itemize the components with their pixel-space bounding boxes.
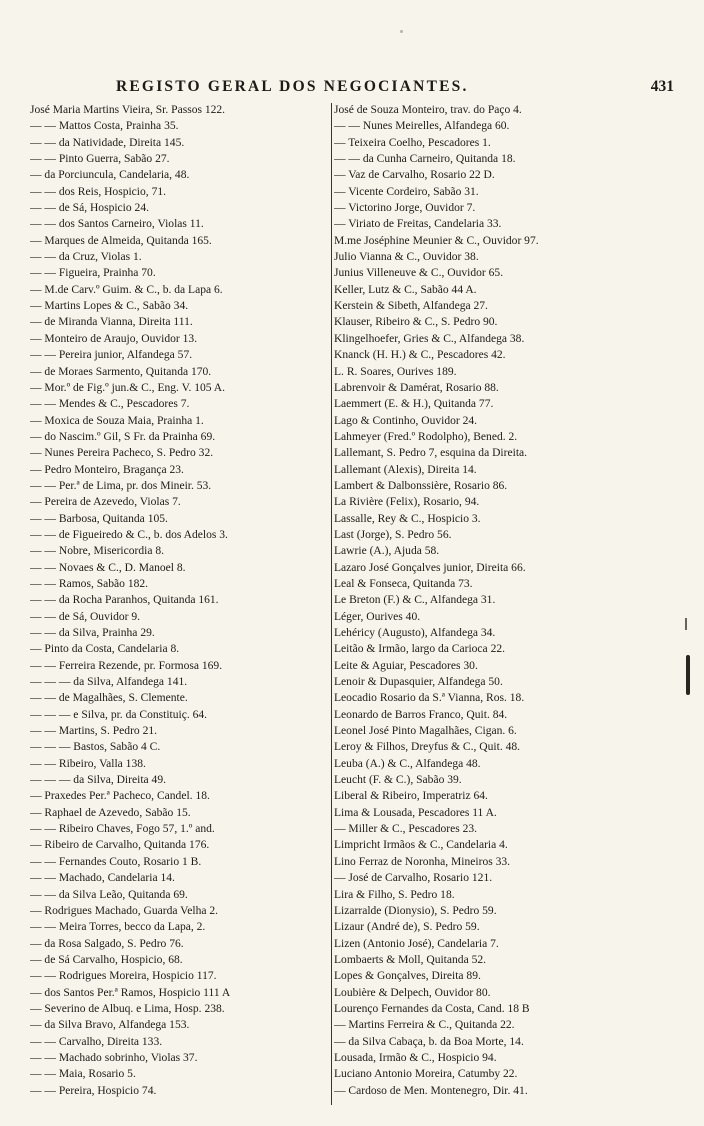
directory-entry: — Pereira de Azevedo, Violas 7. — [30, 496, 181, 509]
page-number: 431 — [650, 78, 674, 95]
directory-entry: — — Martins, S. Pedro 21. — [30, 725, 158, 738]
directory-entry: Lallemant (Alexis), Direita 14. — [334, 463, 477, 476]
directory-entry: Laemmert (E. & H.), Quitanda 77. — [334, 398, 494, 411]
directory-entry: — dos Santos Per.ª Ramos, Hospicio 111 A — [30, 986, 231, 999]
directory-entry: — — Machado sobrinho, Violas 37. — [30, 1051, 198, 1064]
directory-entry: — Praxedes Per.ª Pacheco, Candel. 18. — [30, 790, 210, 803]
page-header — [30, 78, 674, 100]
directory-entry: — — Fernandes Couto, Rosario 1 B. — [30, 855, 202, 868]
directory-entry: — — da Cunha Carneiro, Quitanda 18. — [334, 153, 516, 166]
directory-entry: Leal & Fonseca, Quitanda 73. — [334, 577, 473, 590]
directory-entry: — — de Sá, Hospicio 24. — [30, 202, 149, 215]
directory-entry: Léger, Ourives 40. — [334, 610, 421, 623]
directory-entry: — — de Figueiredo & C., b. dos Adelos 3. — [30, 528, 228, 541]
margin-mark — [685, 618, 687, 630]
directory-entry: — Raphael de Azevedo, Sabão 15. — [30, 806, 191, 819]
directory-entry: Limpricht Irmãos & C., Candelaria 4. — [334, 839, 508, 852]
directory-entry: — — Ramos, Sabão 182. — [30, 577, 149, 590]
directory-entry: Lira & Filho, S. Pedro 18. — [334, 888, 455, 901]
directory-entry: Lourenço Fernandes da Costa, Cand. 18 B — [334, 1002, 530, 1015]
directory-entry: — — — e Silva, pr. da Constituiç. 64. — [30, 708, 208, 721]
directory-entry: Lazaro José Gonçalves junior, Direita 66. — [334, 561, 526, 574]
directory-entry: — Severino de Albuq. e Lima, Hosp. 238. — [30, 1002, 225, 1015]
directory-entry: Leonardo de Barros Franco, Quit. 84. — [334, 708, 508, 721]
directory-entry: La Rivière (Felix), Rosario, 94. — [334, 496, 480, 509]
directory-entry: — Rodrigues Machado, Guarda Velha 2. — [30, 904, 219, 917]
directory-entry: — — Barbosa, Quitanda 105. — [30, 512, 168, 525]
directory-entry: Lassalle, Rey & C., Hospicio 3. — [334, 512, 481, 525]
directory-entry: — Martins Ferreira & C., Quitanda 22. — [334, 1019, 515, 1032]
directory-entry: Lino Ferraz de Noronha, Mineiros 33. — [334, 855, 511, 868]
directory-entry: — Monteiro de Araujo, Ouvidor 13. — [30, 332, 198, 345]
directory-entry: — Ribeiro de Carvalho, Quitanda 176. — [30, 839, 210, 852]
directory-entry: — de Moraes Sarmento, Quitanda 170. — [30, 365, 212, 378]
directory-entry: Lallemant, S. Pedro 7, esquina da Direita. — [334, 447, 528, 460]
directory-entry: — Pedro Monteiro, Bragança 23. — [30, 463, 184, 476]
directory-entry: Last (Jorge), S. Pedro 56. — [334, 528, 452, 541]
directory-entry: — Marques de Almeida, Quitanda 165. — [30, 234, 212, 247]
directory-entry: Le Breton (F.) & C., Alfandega 31. — [334, 594, 496, 607]
directory-entry: — Miller & C., Pescadores 23. — [334, 823, 478, 836]
directory-entry: Luciano Antonio Moreira, Catumby 22. — [334, 1068, 518, 1081]
directory-entry: — — Maia, Rosario 5. — [30, 1068, 136, 1081]
directory-entry: — Moxica de Souza Maia, Prainha 1. — [30, 414, 204, 427]
directory-entry: Leonel José Pinto Magalhães, Cigan. 6. — [334, 725, 517, 738]
directory-entry: — — Pinto Guerra, Sabão 27. — [30, 153, 170, 166]
directory-entry: — — da Rocha Paranhos, Quitanda 161. — [30, 594, 219, 607]
directory-entry: — Cardoso de Men. Montenegro, Dir. 41. — [334, 1084, 528, 1097]
directory-entry: Lenoir & Dupasquier, Alfandega 50. — [334, 676, 503, 689]
column-divider — [331, 103, 332, 1105]
directory-entry: L. R. Soares, Ourives 189. — [334, 365, 457, 378]
directory-entry: — — Novaes & C., D. Manoel 8. — [30, 561, 186, 574]
running-title: REGISTO GERAL DOS NEGOCIANTES. — [116, 78, 469, 95]
directory-entry: Julio Vianna & C., Ouvidor 38. — [334, 251, 479, 264]
directory-entry: — — Mattos Costa, Prainha 35. — [30, 120, 179, 133]
directory-entry: — — — da Silva, Alfandega 141. — [30, 676, 188, 689]
directory-entry: — Pinto da Costa, Candelaria 8. — [30, 643, 180, 656]
directory-entry: Leroy & Filhos, Dreyfus & C., Quit. 48. — [334, 741, 521, 754]
directory-entry: — de Sá Carvalho, Hospicio, 68. — [30, 953, 183, 966]
directory-entry: Knanck (H. H.) & C., Pescadores 42. — [334, 349, 506, 362]
directory-entry: — da Silva Bravo, Alfandega 153. — [30, 1019, 190, 1032]
directory-entry: — Mor.º de Fig.º jun.& C., Eng. V. 105 A. — [30, 381, 226, 394]
directory-entry: — — Mendes & C., Pescadores 7. — [30, 398, 190, 411]
directory-entry: Junius Villeneuve & C., Ouvidor 65. — [334, 267, 504, 280]
directory-entry: — — Ferreira Rezende, pr. Formosa 169. — [30, 659, 223, 672]
directory-entry: — — Per.ª de Lima, pr. dos Mineir. 53. — [30, 479, 212, 492]
directory-entry: Klauser, Ribeiro & C., S. Pedro 90. — [334, 316, 498, 329]
directory-entry: — Nunes Pereira Pacheco, S. Pedro 32. — [30, 447, 214, 460]
directory-entry: Leitão & Irmão, largo da Carioca 22. — [334, 643, 506, 656]
directory-entry: Lombaerts & Moll, Quitanda 52. — [334, 953, 487, 966]
directory-entry: — Viriato de Freitas, Candelaria 33. — [334, 218, 502, 231]
directory-entry: — Vaz de Carvalho, Rosario 22 D. — [334, 169, 495, 182]
directory-entry: — — dos Santos Carneiro, Violas 11. — [30, 218, 204, 231]
directory-entry: — M.de Carv.º Guim. & C., b. da Lapa 6. — [30, 283, 223, 296]
directory-entry: Lizarralde (Dionysio), S. Pedro 59. — [334, 904, 497, 917]
directory-entry: — de Miranda Vianna, Direita 111. — [30, 316, 193, 329]
directory-entry: — da Silva Cabaça, b. da Boa Morte, 14. — [334, 1035, 524, 1048]
directory-entry: — da Rosa Salgado, S. Pedro 76. — [30, 937, 184, 950]
directory-entry: — — — da Silva, Direita 49. — [30, 774, 166, 787]
directory-entry: — — Meira Torres, becco da Lapa, 2. — [30, 921, 206, 934]
directory-entry: Liberal & Ribeiro, Imperatriz 64. — [334, 790, 488, 803]
directory-entry: — — da Silva, Prainha 29. — [30, 627, 155, 639]
directory-entry: Kerstein & Sibeth, Alfandega 27. — [334, 300, 488, 313]
left-column — [30, 102, 328, 1102]
directory-entry: — — de Sá, Ouvidor 9. — [30, 610, 141, 623]
directory-entry: — Teixeira Coelho, Pescadores 1. — [334, 136, 491, 149]
directory-entry: — — — Bastos, Sabão 4 C. — [30, 741, 161, 754]
directory-entry: Lago & Continho, Ouvidor 24. — [334, 414, 478, 427]
directory-entry: Leuba (A.) & C., Alfandega 48. — [334, 757, 481, 770]
directory-entry: — — da Natividade, Direita 145. — [30, 136, 185, 149]
directory-entry: — — de Magalhães, S. Clemente. — [30, 692, 188, 705]
directory-entry: Lousada, Irmão & C., Hospicio 94. — [334, 1051, 497, 1064]
directory-entry: — — Figueira, Prainha 70. — [30, 267, 156, 280]
directory-entry: Klingelhoefer, Gries & C., Alfandega 38. — [334, 332, 525, 345]
directory-entry: — — Nobre, Misericordia 8. — [30, 545, 165, 558]
ink-speck — [400, 30, 403, 33]
directory-entry: — — da Silva Leão, Quitanda 69. — [30, 888, 188, 901]
directory-entry: — do Nascim.º Gil, S Fr. da Prainha 69. — [30, 430, 216, 443]
directory-entry: — Vicente Cordeiro, Sabão 31. — [334, 185, 479, 198]
directory-entry: — Victorino Jorge, Ouvidor 7. — [334, 202, 476, 215]
directory-entry: — da Porciuncula, Candelaria, 48. — [30, 169, 190, 182]
directory-entry: — — Machado, Candelaria 14. — [30, 872, 175, 885]
directory-entry: Leucht (F. & C.), Sabão 39. — [334, 774, 462, 787]
directory-entry: Lambert & Dalbonssière, Rosario 86. — [334, 479, 508, 492]
directory-entry: — — Ribeiro, Valla 138. — [30, 757, 146, 770]
directory-entry: — — Carvalho, Direita 133. — [30, 1035, 163, 1048]
directory-entry: José Maria Martins Vieira, Sr. Passos 122. — [30, 104, 226, 116]
directory-entry: Lizen (Antonio José), Candelaria 7. — [334, 937, 499, 950]
directory-entry: Lawrie (A.), Ajuda 58. — [334, 545, 440, 558]
directory-entry: José de Souza Monteiro, trav. do Paço 4. — [334, 104, 522, 116]
directory-entry: Lima & Lousada, Pescadores 11 A. — [334, 806, 497, 819]
directory-entry: — Martins Lopes & C., Sabão 34. — [30, 300, 189, 313]
directory-entry: — — Pereira, Hospicio 74. — [30, 1084, 157, 1097]
directory-entry: Lahmeyer (Fred.º Rodolpho), Bened. 2. — [334, 430, 518, 443]
directory-entry: Keller, Lutz & C., Sabão 44 A. — [334, 283, 477, 296]
directory-entry: Lizaur (André de), S. Pedro 59. — [334, 921, 480, 934]
directory-entry: — — Ribeiro Chaves, Fogo 57, 1.º and. — [30, 823, 215, 836]
directory-entry: — — Nunes Meirelles, Alfandega 60. — [334, 120, 510, 133]
directory-entry: Lehéricy (Augusto), Alfandega 34. — [334, 627, 496, 639]
directory-entry: M.me Joséphine Meunier & C., Ouvidor 97. — [334, 234, 539, 247]
directory-entry: — — da Cruz, Violas 1. — [30, 251, 142, 264]
directory-entry: Labrenvoir & Damérat, Rosario 88. — [334, 381, 499, 394]
directory-entry: Lopes & Gonçalves, Direita 89. — [334, 970, 481, 983]
right-column — [334, 102, 678, 1102]
directory-entry: — — Rodrigues Moreira, Hospicio 117. — [30, 970, 217, 983]
directory-entry: — — Pereira junior, Alfandega 57. — [30, 349, 193, 362]
directory-entry: — José de Carvalho, Rosario 121. — [334, 872, 493, 885]
directory-entry: — — dos Reis, Hospicio, 71. — [30, 185, 166, 198]
margin-bar — [686, 655, 690, 695]
directory-entry: Leite & Aguiar, Pescadores 30. — [334, 659, 478, 672]
directory-entry: Loubière & Delpech, Ouvidor 80. — [334, 986, 491, 999]
directory-entry: Leocadio Rosario da S.ª Vianna, Ros. 18. — [334, 692, 525, 705]
